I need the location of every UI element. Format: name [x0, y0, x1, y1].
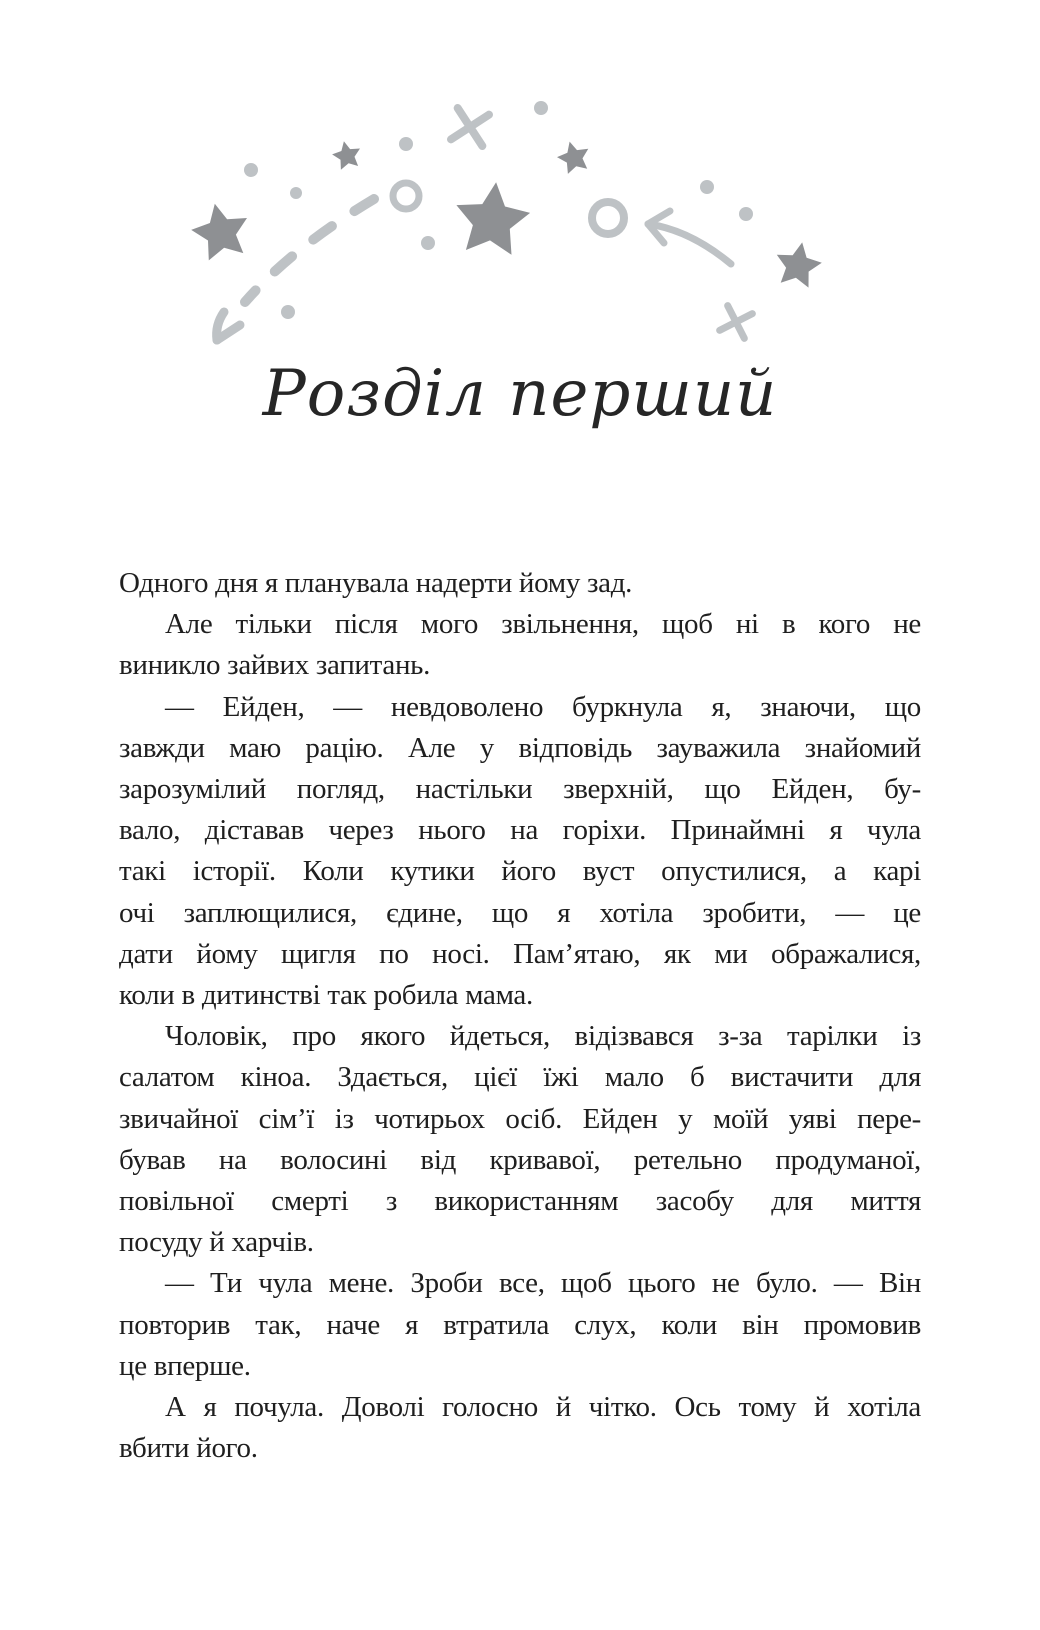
paragraph — [119, 687, 921, 1017]
star-icon — [557, 142, 588, 174]
dot-icon — [281, 305, 295, 319]
text-line: А я почула. Доволі голосно й чітко. Ось тому й хотіла — [165, 1391, 921, 1424]
star-icon — [777, 242, 822, 287]
text-line: Одного дня я планувала надерти йому зад. — [119, 567, 633, 599]
text-line: Але тільки після мого звільнення, щоб ні в кого не — [165, 608, 921, 641]
text-line: посуду й харчів. — [119, 1226, 314, 1259]
paragraph — [119, 1263, 921, 1387]
dot-icon — [399, 137, 413, 151]
paragraph — [119, 604, 921, 686]
text-line: Чоловік, про якого йдеться, відізвався з-за тарілки із — [165, 1020, 921, 1053]
text-line: коли в дитинстві так робила мама. — [119, 979, 533, 1012]
circle-icon — [592, 202, 624, 234]
x-mark-icon — [451, 108, 489, 146]
text-line: такі історії. Коли кутики його вуст опустилися, а карі — [119, 855, 921, 888]
paragraph — [119, 1387, 921, 1469]
text-line: завжди маю рацію. Але у відповідь зауважила знайомий — [119, 731, 921, 764]
dot-icon — [244, 163, 258, 177]
x-mark-icon — [720, 306, 753, 339]
star-icon — [456, 182, 530, 255]
text-line: повторив так, наче я втратила слух, коли він промовив — [119, 1308, 921, 1341]
dot-icon — [700, 180, 714, 194]
text-line: це вперше. — [119, 1349, 251, 1382]
dot-icon — [534, 101, 548, 115]
arrow-icon — [648, 211, 670, 224]
text-line: виникло зайвих запитань. — [119, 649, 431, 682]
chapter-title: Розділ перший — [262, 357, 778, 431]
text-line: бував на волосині від кривавої, ретельно продуманої, — [119, 1143, 921, 1176]
paragraph — [119, 1016, 921, 1263]
text-line: повільної смерті з використанням засобу для миття — [119, 1185, 921, 1218]
body-text — [119, 563, 921, 1469]
text-line: вбити його. — [119, 1432, 258, 1465]
stars-doodle-illustration — [0, 0, 1040, 360]
text-line: — Ти чула мене. Зроби все, щоб цього не було. — Він — [165, 1267, 921, 1300]
text-line: зарозумілий погляд, настільки зверхній, що Ейден, бу- — [119, 773, 921, 806]
circle-icon — [393, 183, 419, 209]
dot-icon — [421, 236, 435, 250]
text-line: — Ейден, — невдоволено буркнула я, знаючи, що — [165, 690, 921, 723]
text-line: вало, діставав через нього на горіхи. Принаймні я чула — [119, 814, 921, 847]
text-line: дати йому щигля по носі. Пам’ятаю, як ми ображалися, — [119, 937, 921, 970]
text-line: салатом кіноа. Здається, цієї їжі мало б вистачити для — [119, 1061, 921, 1094]
star-icon — [332, 141, 360, 169]
dot-icon — [290, 187, 302, 199]
text-line: очі заплющилися, єдине, що я хотіла зробити, — це — [119, 896, 921, 929]
text-line: звичайної сім’ї із чотирьох осіб. Ейден у моїй уяві пере- — [119, 1102, 921, 1135]
dot-icon — [739, 207, 753, 221]
star-icon — [191, 204, 247, 261]
dashed-trail — [245, 199, 374, 302]
paragraph — [119, 563, 921, 604]
